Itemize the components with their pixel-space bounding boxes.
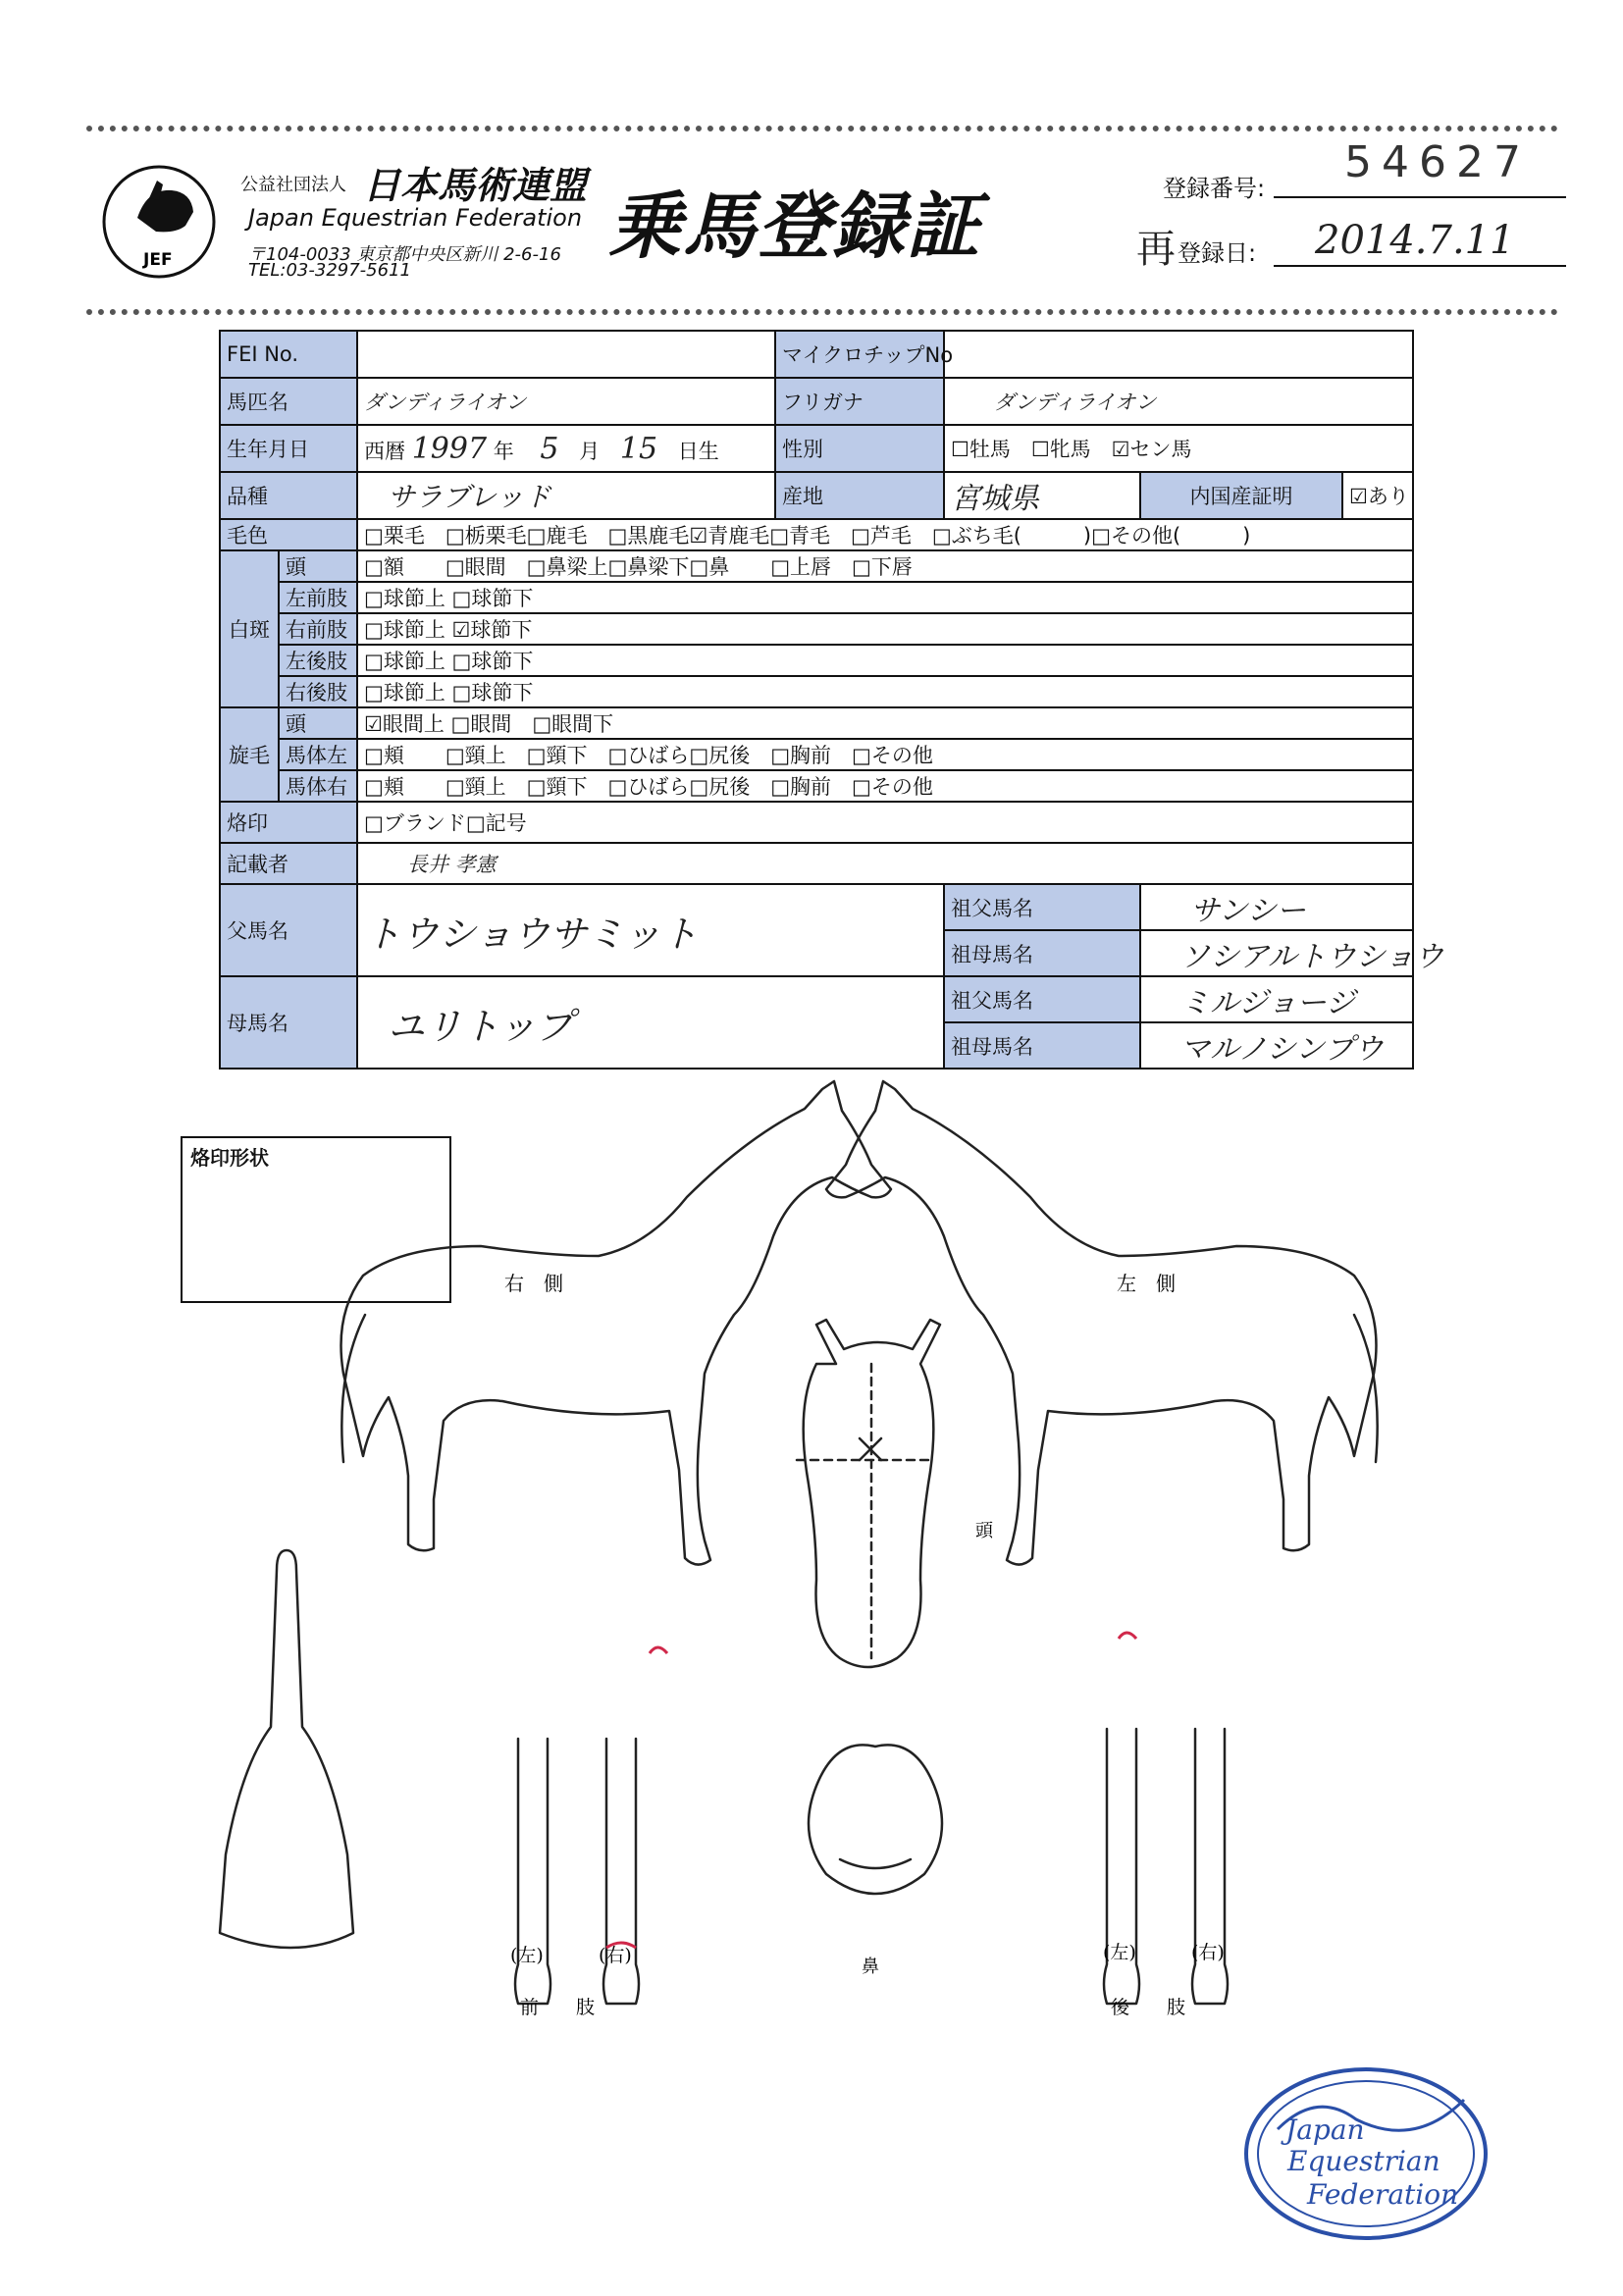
sire-dam-value: ソシアルトウショウ (1140, 930, 1413, 976)
right-side-horse-tail (341, 1315, 365, 1462)
brand-shape-label: 烙印形状 (190, 1146, 269, 1170)
svg-text:Japan: Japan (1285, 2113, 1365, 2146)
document-title: 乗馬登録証 (608, 184, 981, 269)
white-options: □球節上 □球節下 (357, 645, 1413, 676)
left-side-label: 左 側 (1117, 1272, 1176, 1295)
grandsire-label: 祖父馬名 (944, 884, 1140, 930)
muzzle-mouth (840, 1859, 911, 1868)
org-address: 〒104-0033 東京都中央区新川 2-6-16 (248, 244, 561, 265)
org-tel: TEL:03-3297-5611 (248, 260, 411, 281)
brand-options: □ブランド□記号 (357, 802, 1413, 843)
white-options: □球節上 □球節下 (357, 676, 1413, 707)
origin-value: 宮城県 (944, 472, 1140, 519)
fei-label: FEI No. (220, 331, 357, 378)
recorder-label: 記載者 (220, 843, 357, 884)
red-white-mark-left-side (1119, 1633, 1136, 1639)
color-options: □栗毛 □栃栗毛□鹿毛 □黒鹿毛☑青鹿毛□青毛 □芦毛 □ぶち毛( )□その他( ) (357, 519, 1413, 550)
domestic-value: ☑あり (1342, 472, 1413, 519)
svg-text:Federation: Federation (1307, 2178, 1459, 2211)
brand-label: 烙印 (220, 802, 357, 843)
whorl-part: 頭 (279, 707, 357, 739)
white-label: 白斑 (220, 550, 279, 707)
whorl-part: 馬体左 (279, 739, 357, 770)
dam-sire-value: ミルジョージ (1140, 976, 1413, 1022)
dam-label: 母馬名 (220, 976, 357, 1069)
granddam-label: 祖母馬名 (944, 1022, 1140, 1069)
logo-text: JEF (143, 250, 173, 270)
dam-dam-value: マルノシンプウ (1140, 1022, 1413, 1069)
whorl-options: ☑眼間上 □眼間 □眼間下 (357, 707, 1413, 739)
red-white-mark-right-side (650, 1647, 667, 1653)
sire-sire-value: サンシー (1140, 884, 1413, 930)
breed-label: 品種 (220, 472, 357, 519)
furigana-label: フリガナ (775, 378, 944, 425)
sex-label: 性別 (775, 425, 944, 472)
birth-day: 15 (619, 431, 658, 466)
org-type: 公益社団法人 (240, 175, 346, 195)
muzzle-outline (809, 1745, 942, 1894)
org-name-en: Japan Equestrian Federation (248, 204, 583, 232)
origin-label: 産地 (775, 472, 944, 519)
forelimb-label: 前 肢 (520, 1997, 596, 2018)
sex-options: ☐牡馬 ☐牝馬 ☑セン馬 (944, 425, 1413, 472)
year-unit: 年 (493, 439, 514, 463)
whorl-label: 旋毛 (220, 707, 279, 802)
birth-label: 生年月日 (220, 425, 357, 472)
recorder-value: 長井 孝憲 (357, 843, 1413, 884)
org-name-ja: 日本馬術連盟 (363, 164, 588, 207)
white-part: 右前肢 (279, 613, 357, 645)
front-right-paren: (右) (599, 1945, 632, 1966)
white-options: □球節上 □球節下 (357, 582, 1413, 613)
domestic-label: 内国産証明 (1140, 472, 1342, 519)
right-side-horse-body (341, 1081, 892, 1565)
name-label: 馬匹名 (220, 378, 357, 425)
front-left-paren: (左) (510, 1945, 544, 1966)
hind-right-paren: (右) (1191, 1942, 1225, 1963)
svg-text:Equestrian: Equestrian (1287, 2145, 1440, 2177)
whorl-options: □頬 □頸上 □頸下 □ひばら□尻後 □胸前 □その他 (357, 770, 1413, 802)
white-part: 右後肢 (279, 676, 357, 707)
reg-no-label: 登録番号: (1163, 175, 1266, 202)
reg-no-value: 54627 (1344, 137, 1531, 187)
furigana-value: ダンディライオン (944, 378, 1413, 425)
white-options: □額 □眼間 □鼻梁上□鼻梁下□鼻 □上唇 □下唇 (357, 550, 1413, 582)
left-side-horse-body (826, 1081, 1377, 1565)
birth-year: 1997 (411, 431, 488, 466)
head-label: 頭 (975, 1521, 993, 1541)
sire-label: 父馬名 (220, 884, 357, 976)
white-part: 頭 (279, 550, 357, 582)
name-value: ダンディライオン (357, 378, 775, 425)
whorl-part: 馬体右 (279, 770, 357, 802)
birth-month: 5 (540, 431, 559, 466)
month-unit: 月 (579, 439, 601, 463)
white-options: □球節上 ☑球節下 (357, 613, 1413, 645)
hind-left-paren: (左) (1103, 1942, 1136, 1963)
rear-view-horse (220, 1550, 353, 1948)
white-part: 左前肢 (279, 582, 357, 613)
reg-date-label: 登録日: (1178, 239, 1257, 267)
breed-value: サラブレッド (357, 472, 775, 519)
birth-era: 西暦 (364, 439, 405, 463)
grandsire-label: 祖父馬名 (944, 976, 1140, 1022)
sire-value: トウショウサミット (357, 884, 944, 976)
granddam-label: 祖母馬名 (944, 930, 1140, 976)
muzzle-label: 鼻 (862, 1957, 879, 1977)
federation-stamp (1238, 2061, 1493, 2247)
whorl-mark (860, 1438, 881, 1460)
re-mark: 再 (1136, 227, 1176, 272)
hindlimb-label: 後 肢 (1111, 1997, 1186, 2018)
day-unit: 日生 (677, 439, 719, 463)
white-part: 左後肢 (279, 645, 357, 676)
dam-value: ユリトップ (357, 976, 944, 1069)
right-side-label: 右 側 (504, 1272, 563, 1295)
microchip-label: マイクロチップNo (775, 331, 944, 378)
whorl-options: □頬 □頸上 □頸下 □ひばら□尻後 □胸前 □その他 (357, 739, 1413, 770)
color-label: 毛色 (220, 519, 357, 550)
reg-date-value: 2014.7.11 (1315, 218, 1515, 263)
